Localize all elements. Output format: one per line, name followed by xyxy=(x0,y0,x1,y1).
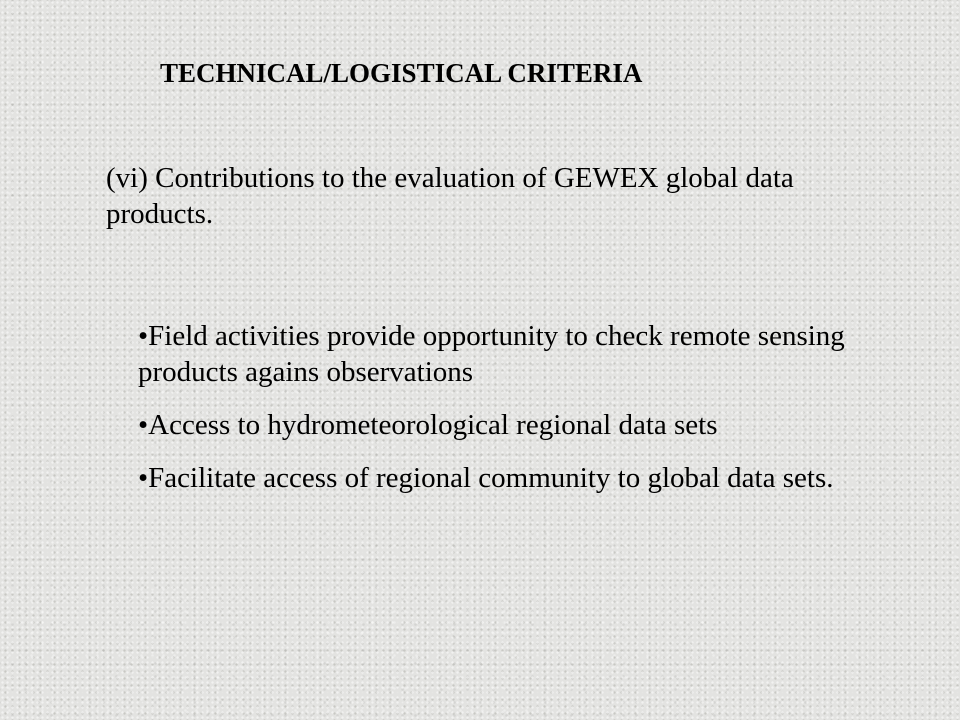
subheading: (vi) Contributions to the evaluation of GEWEX global data products. xyxy=(106,162,794,230)
bullet-item xyxy=(138,407,858,443)
bullet-icon: • xyxy=(138,320,149,352)
bullet-text: Facilitate access of regional community to global data sets. xyxy=(148,462,834,494)
bullet-item xyxy=(138,318,858,390)
bullet-list xyxy=(138,318,858,513)
bullet-item xyxy=(138,460,858,496)
bullet-text: Access to hydrometeorological regional data sets xyxy=(148,409,718,441)
bullet-icon: • xyxy=(138,409,149,441)
slide-title: TECHNICAL/LOGISTICAL CRITERIA xyxy=(160,58,643,88)
bullet-icon: • xyxy=(138,462,149,494)
bullet-text: Field activities provide opportunity to check remote sensing products agains observations xyxy=(138,320,845,388)
